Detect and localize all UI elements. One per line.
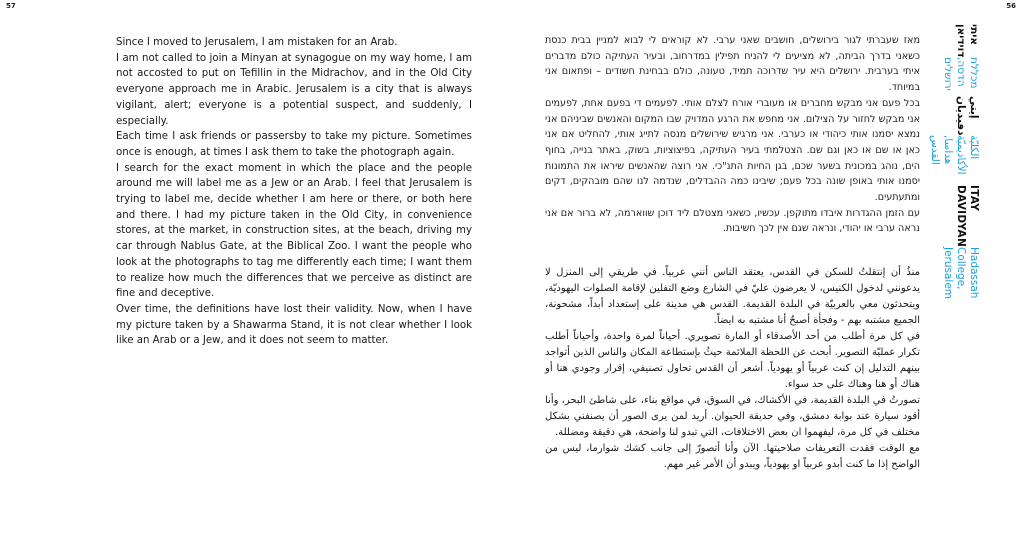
hebrew-text-column — [545, 33, 920, 237]
arabic-paragraph: مع الوقت فقدت التعريفات صلاحيتها. الآن وأنا أتصورّ إلى جانب كشك شوارما، ليس من الواضح إذا ما كنت أبدو عربياً او يهودياً، ويبدو أن الأمر غير مهم. — [545, 443, 920, 470]
institution-arabic: الكليّة الأكاديميّة هداسا, القدس — [929, 134, 980, 175]
hebrew-paragraph: עם הזמן ההגדרות איבדו מתוקפן. עכשיו, כשאני מצטלם ליד דוכן שווארמה, לא ברור אם אני נראה ערבי או יהודי, ונראה שגם אין לכך חשיבות. — [545, 207, 920, 235]
english-paragraph: I search for the exact moment in which the place and the people around me will label me as a Jew or an Arab. I feel that Jerusalem is trying to label me, decide whether I am here or there, or both here and there. I had my picture taken in the Old City, in convenience stores, at the market, in construction sites, at the beach, driving my car through Nablus Gate, at the Biblical Zoo. I want the people who look at the photographs to tag me differently each time; I want them to realize how much the differences that we perceive as distinct are fine and deceptive. — [116, 162, 472, 300]
author-name-hebrew: איתי דוידיאן — [955, 24, 980, 58]
arabic-paragraph: في كل مرة أطلب من أحد الأصدقاء أو المارة تصويري. أحياناً لمرة واحدة، وأحياناً أطلب تكرار عمليّة التصوير. أبحث عن اللحظة الملائمة حيثُ بإستطاعة المكان والناس الذين أتواجد بينهم التدليل إن كنت عربياً أو يهودياً. أشعر أن القدس تحاول تصنيفي، إقرار وجودي هنا أو هناك أو هنا وهناك على حد سواء. — [545, 331, 920, 390]
author-credit — [928, 24, 980, 304]
english-paragraph: Each time I ask friends or passersby to take my picture. Sometimes once is enough, at times I ask them to take the photograph again. — [116, 131, 472, 158]
page-number-left: 57 — [6, 2, 16, 10]
arabic-paragraph: منذُ أن إنتقلتُ للسكن في القدس، يعتقد الناس أنني عربياً. في طريقي إلى المنزل لا يدعونني لدخول الكنيس، لا يعرضون عليّ في الشارع وضع التفلين لإقامة الصلوات اليهوديّة، ويتحدثون معي بالعربيّة في البلدة القديمة. القدس هي مدينة على إستعداد أبداً، مشحونة، الجميع مشتبه بهم - وفجأة أصبحُ أنا مشتبه به ايضاً. — [545, 267, 920, 326]
institution-english: Hadassah College, Jerusalem — [942, 246, 980, 299]
english-paragraph: Since I moved to Jerusalem, I am mistaken for an Arab. — [116, 37, 398, 48]
institution-hebrew: מכללת הדסה, ירושלים — [942, 57, 980, 92]
author-name-arabic: إيتي دفيديان — [955, 95, 980, 135]
arabic-paragraph: تصورتُ في البلدة القديمة، في الأكشاك، في السوق، في مواقع بناء، على شاطئ البحر، وأنا أقود سيارة عند بوابة دمشق، وفي حديقة الحيوان. أريد لمن يرى الصور أن يصنفني بشكل مختلف في كل مرة، ليفهموا ان بعض الاختلافات، التي تبدو لنا واضحة، هي دقيقة ومضللة. — [545, 395, 920, 438]
english-paragraph: Over time, the definitions have lost their validity. Now, when I have my picture taken by a Shawarma Stand, it is not clear whether I look like an Arab or a Jew, and it does not seem to matter. — [116, 303, 472, 347]
hebrew-paragraph: בכל פעם אני מבקש מחברים או מעוברי אורח לצלם אותי. לפעמים די בפעם אחת, לפעמים אני מבקש לחזור על הצילום. אני מחפש את הרגע המדויק שבו המקום והאנשים שביניהם אני נמצא יסמנו אותי כיהודי או כערבי. אני מרגיש שירושלים מנסה לתייג אותי, להחליט אם אני כאן או שם או כאן וגם שם. הצטלמתי בעיר העתיקה, בפיצוציות, בשוק, באתר בנייה, בחוף הים, נוהג במכונית בשער שכם, בגן החיות התנ"כי. אני רוצה שהאנשים שיראו את התמונות יסמנו אותי באופן שונה בכל פעם; שיבינו כמה ההבדלים, שנדמה לנו שהם מובהקים, דקים ומתעתעים. — [545, 97, 920, 204]
english-text-column — [116, 35, 472, 349]
author-name-english: ITAY DAVIDYAN — [955, 184, 980, 247]
hebrew-paragraph: מאז שעברתי לגור בירושלים, חושבים שאני ערבי. לא קוראים לי לבוא למניין בבית כנסת כשאני בדרך הביתה, לא מציעים לי להניח תפילין במדרחוב, ובעיר העתיקה כולם מדברים איתי בערבית. ירושלים היא עיר שדרוכה תמיד, טעונה, כולם בבחינת חשודים – ופתאום אני במיוחד. — [545, 35, 920, 94]
english-paragraph: I am not called to join a Minyan at synagogue on my way home, I am not accosted to put on Tefillin in the Midrachov, and in the Old City everyone approach me in Arabic. Jerusalem is a city that is always vigilant, alert; everyone is a potential suspect, and suddenly, I especially. — [116, 52, 472, 127]
page-number-right: 56 — [1006, 2, 1016, 10]
arabic-text-column — [545, 265, 920, 473]
